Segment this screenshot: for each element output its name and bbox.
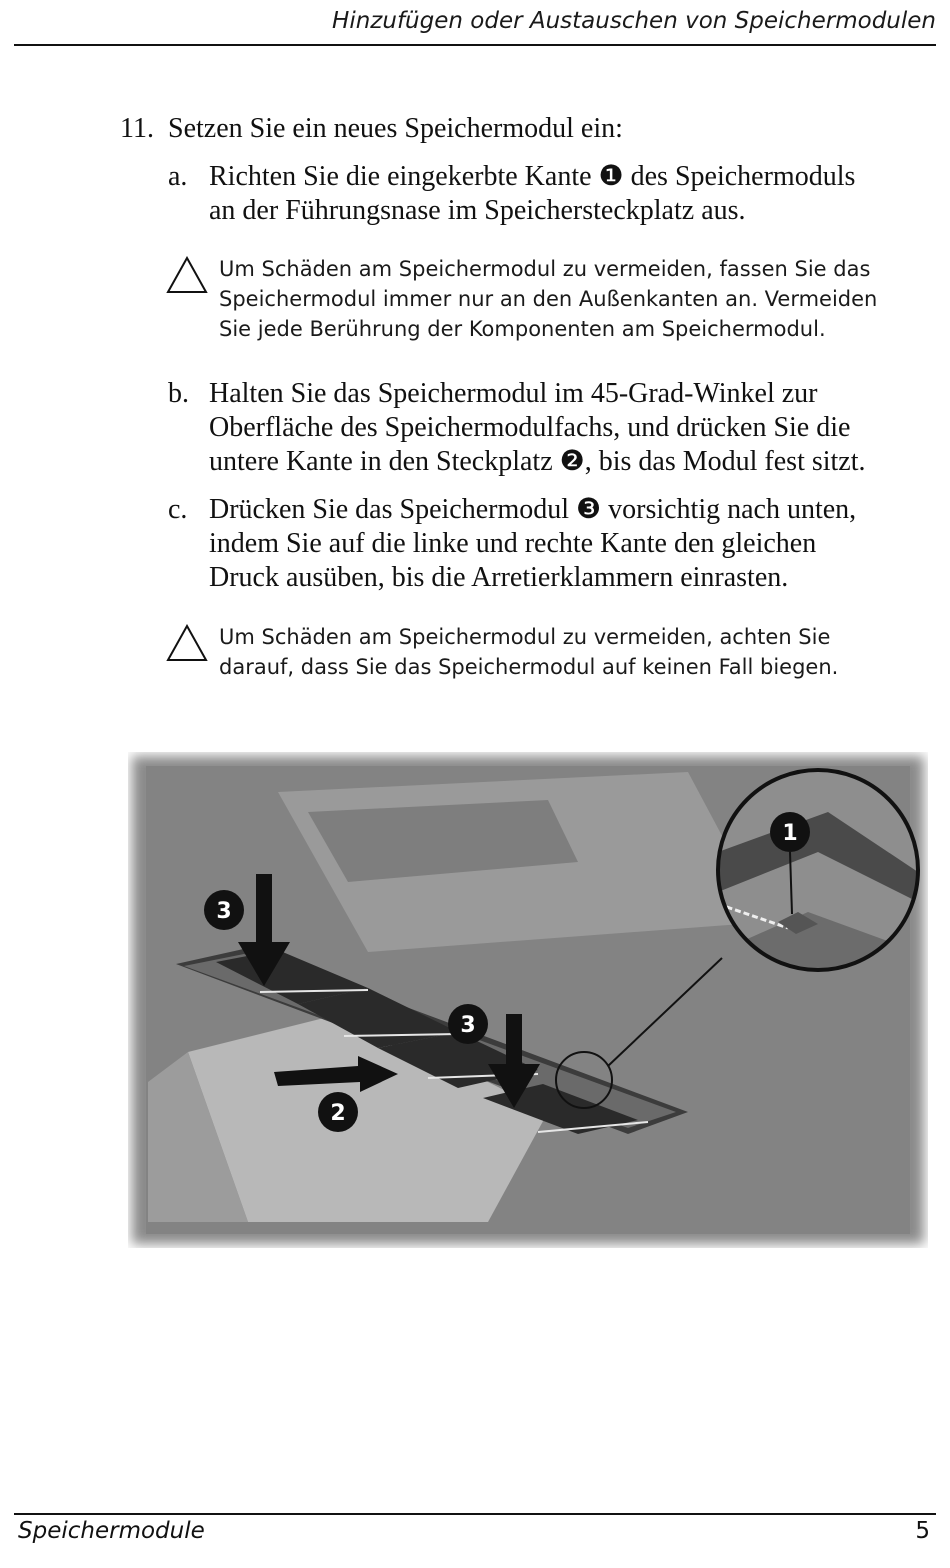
page-number: 5 — [915, 1518, 930, 1544]
text-line: Um Schäden am Speichermodul zu vermeiden, fassen Sie das — [219, 257, 871, 281]
substep-a-text — [209, 160, 944, 228]
step-number: 11. — [120, 113, 154, 144]
caution-triangle-icon — [166, 256, 208, 294]
svg-text:2: 2 — [330, 1101, 346, 1126]
svg-text:3: 3 — [460, 1013, 476, 1038]
text-line: Halten Sie das Speichermodul im 45-Grad-Winkel zur — [209, 378, 818, 409]
running-header: Hinzufügen oder Austauschen von Speichermodulen — [332, 8, 936, 34]
text-line: Druck ausüben, bis die Arretierklammern einrasten. — [209, 562, 789, 593]
text-line: darauf, dass Sie das Speichermodul auf keinen Fall biegen. — [219, 655, 839, 679]
caution-note-1 — [219, 254, 919, 344]
callout-3 — [448, 1004, 488, 1044]
text-line: Oberfläche des Speichermodulfachs, und drücken Sie die — [209, 412, 851, 443]
text-line: Richten Sie die eingekerbte Kante ❶ des Speichermoduls — [209, 161, 856, 192]
svg-text:3: 3 — [216, 899, 232, 924]
callout-3 — [204, 890, 244, 930]
caution-triangle-icon — [166, 624, 208, 662]
substep-c-letter: c. — [168, 494, 188, 525]
substep-b-letter: b. — [168, 378, 189, 409]
text-line: untere Kante in den Steckplatz ❷, bis das Modul fest sitzt. — [209, 446, 866, 477]
text-line: Drücken Sie das Speichermodul ❸ vorsichtig nach unten, — [209, 494, 857, 525]
callout-2 — [318, 1092, 358, 1132]
substep-c-text — [209, 493, 944, 595]
memory-module-installation-figure — [128, 752, 928, 1248]
text-line: indem Sie auf die linke und rechte Kante den gleichen — [209, 528, 817, 559]
substep-a-letter: a. — [168, 161, 188, 192]
header-rule — [14, 44, 936, 46]
text-line: Um Schäden am Speichermodul zu vermeiden, achten Sie — [219, 625, 831, 649]
footer-section: Speichermodule — [18, 1518, 205, 1544]
footer-rule — [14, 1513, 936, 1515]
callout-1 — [770, 812, 810, 852]
caution-note-2 — [219, 622, 919, 682]
text-line: an der Führungsnase im Speichersteckplatz aus. — [209, 195, 746, 226]
text-line: Speichermodul immer nur an den Außenkanten an. Vermeiden — [219, 287, 878, 311]
svg-text:1: 1 — [782, 821, 798, 846]
step-title: Setzen Sie ein neues Speichermodul ein: — [168, 113, 623, 144]
text-line: Sie jede Berührung der Komponenten am Speichermodul. — [219, 317, 826, 341]
substep-b-text — [209, 377, 944, 479]
